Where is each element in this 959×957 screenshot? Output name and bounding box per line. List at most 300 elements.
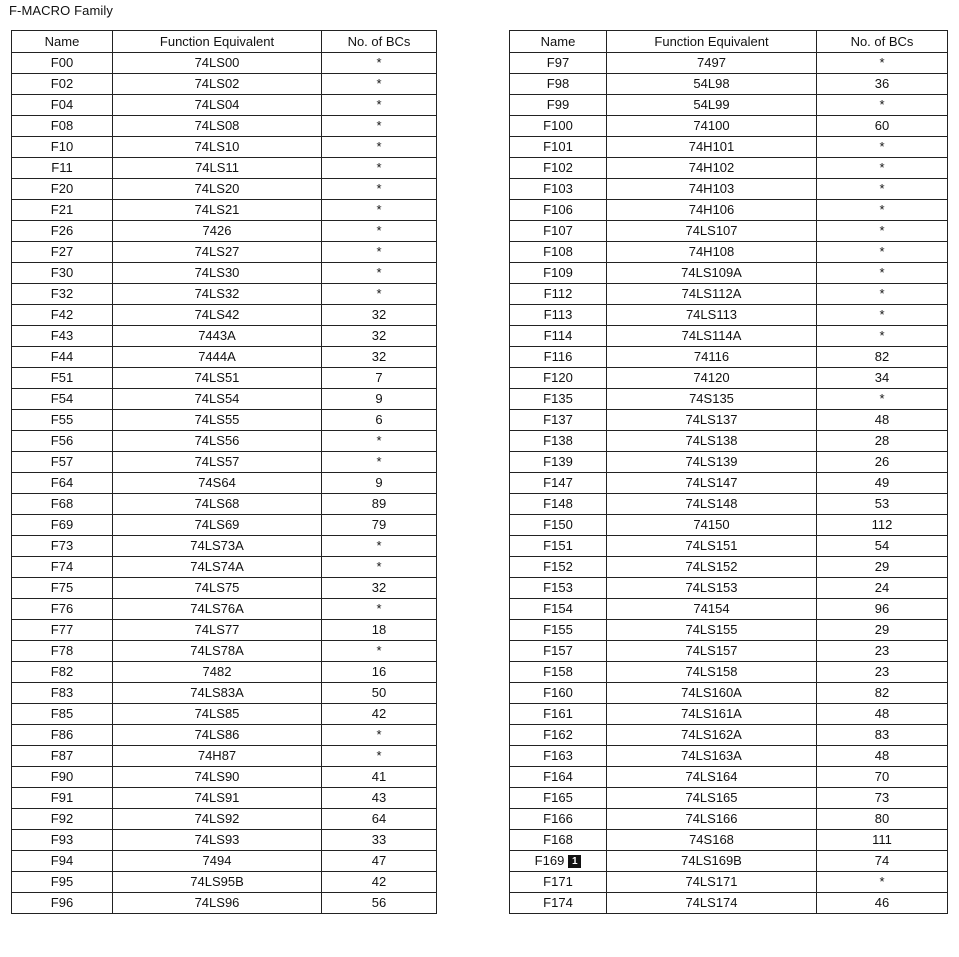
cell-bc-count bbox=[817, 641, 948, 662]
cell-bc-count bbox=[817, 893, 948, 914]
cell-function-equivalent bbox=[607, 137, 817, 158]
table-row bbox=[12, 788, 437, 809]
cell-bc-count bbox=[817, 515, 948, 536]
table-row bbox=[12, 410, 437, 431]
cell-name-text: F161 bbox=[543, 706, 573, 721]
cell-name-text: F135 bbox=[543, 391, 573, 406]
cell-function-equivalent bbox=[607, 263, 817, 284]
cell-bc-count bbox=[817, 578, 948, 599]
table-row bbox=[510, 662, 948, 683]
cell-name-text: F99 bbox=[546, 97, 570, 112]
cell-bc-count-text: * bbox=[376, 727, 382, 742]
cell-bc-count bbox=[322, 578, 437, 599]
table-row bbox=[510, 137, 948, 158]
cell-bc-count-text: 9 bbox=[375, 391, 383, 406]
cell-function-equivalent bbox=[607, 893, 817, 914]
cell-name bbox=[510, 347, 607, 368]
cell-name-text: F148 bbox=[543, 496, 573, 511]
cell-name bbox=[12, 221, 113, 242]
cell-bc-count bbox=[322, 137, 437, 158]
table-row bbox=[12, 494, 437, 515]
cell-name bbox=[510, 809, 607, 830]
table-row bbox=[510, 683, 948, 704]
cell-function-equivalent-text: 74LS21 bbox=[194, 202, 240, 217]
cell-bc-count-text: 46 bbox=[874, 895, 890, 910]
cell-function-equivalent-text: 74LS75 bbox=[194, 580, 240, 595]
cell-function-equivalent-text: 74LS171 bbox=[685, 874, 738, 889]
cell-function-equivalent bbox=[607, 746, 817, 767]
table-row bbox=[510, 788, 948, 809]
cell-name-text: F103 bbox=[543, 181, 573, 196]
cell-function-equivalent-text: 74116 bbox=[693, 349, 730, 364]
cell-name bbox=[510, 767, 607, 788]
cell-function-equivalent bbox=[113, 683, 322, 704]
cell-bc-count bbox=[322, 305, 437, 326]
cell-bc-count bbox=[817, 494, 948, 515]
cell-function-equivalent-text: 7494 bbox=[202, 853, 232, 868]
cell-function-equivalent bbox=[113, 620, 322, 641]
cell-name bbox=[12, 452, 113, 473]
table-row bbox=[510, 116, 948, 137]
cell-function-equivalent-text: 74LS165 bbox=[685, 790, 738, 805]
cell-name-text: F153 bbox=[543, 580, 573, 595]
cell-name bbox=[510, 242, 607, 263]
cell-bc-count bbox=[322, 221, 437, 242]
cell-bc-count bbox=[322, 263, 437, 284]
cell-bc-count-text: * bbox=[376, 244, 382, 259]
cell-name-text: F85 bbox=[50, 706, 74, 721]
cell-bc-count-text: 56 bbox=[371, 895, 387, 910]
cell-bc-count bbox=[322, 347, 437, 368]
cell-name-text: F171 bbox=[543, 874, 573, 889]
cell-name-text: F55 bbox=[50, 412, 74, 427]
cell-name bbox=[12, 515, 113, 536]
cell-name-text: F42 bbox=[50, 307, 74, 322]
cell-bc-count bbox=[817, 284, 948, 305]
cell-bc-count-text: 43 bbox=[371, 790, 387, 805]
table-row bbox=[12, 347, 437, 368]
cell-function-equivalent bbox=[607, 767, 817, 788]
cell-bc-count-text: 74 bbox=[874, 853, 890, 868]
cell-name-text: F109 bbox=[543, 265, 573, 280]
table-row bbox=[510, 725, 948, 746]
cell-bc-count bbox=[817, 788, 948, 809]
cell-name bbox=[510, 725, 607, 746]
cell-function-equivalent bbox=[607, 830, 817, 851]
cell-name bbox=[12, 536, 113, 557]
cell-bc-count-text: * bbox=[376, 181, 382, 196]
cell-name-text: F164 bbox=[543, 769, 573, 784]
cell-name-text: F157 bbox=[543, 643, 573, 658]
cell-bc-count bbox=[322, 179, 437, 200]
cell-function-equivalent-text: 74LS93 bbox=[194, 832, 240, 847]
cell-name-text: F43 bbox=[50, 328, 74, 343]
cell-function-equivalent bbox=[113, 431, 322, 452]
cell-function-equivalent-text: 7482 bbox=[202, 664, 232, 679]
cell-function-equivalent-text: 74LS90 bbox=[194, 769, 240, 784]
cell-function-equivalent bbox=[113, 746, 322, 767]
cell-function-equivalent-text: 74LS160A bbox=[681, 685, 742, 700]
cell-bc-count bbox=[817, 347, 948, 368]
cell-name bbox=[510, 368, 607, 389]
cell-name bbox=[510, 389, 607, 410]
cell-name-text: F112 bbox=[543, 286, 573, 301]
cell-bc-count-text: * bbox=[376, 139, 382, 154]
cell-function-equivalent-text: 74H87 bbox=[197, 748, 237, 763]
table-row bbox=[12, 641, 437, 662]
cell-function-equivalent-text: 74LS155 bbox=[685, 622, 738, 637]
cell-name-text: F137 bbox=[543, 412, 573, 427]
table-row bbox=[510, 200, 948, 221]
cell-name bbox=[510, 284, 607, 305]
cell-bc-count-text: * bbox=[879, 307, 885, 322]
table-row bbox=[12, 305, 437, 326]
cell-bc-count bbox=[322, 557, 437, 578]
cell-function-equivalent bbox=[607, 326, 817, 347]
cell-name bbox=[12, 851, 113, 872]
table-row bbox=[12, 242, 437, 263]
table-row bbox=[510, 368, 948, 389]
cell-name bbox=[510, 200, 607, 221]
cell-bc-count-text: 60 bbox=[874, 118, 890, 133]
cell-name-text: F86 bbox=[50, 727, 74, 742]
cell-name bbox=[12, 578, 113, 599]
cell-function-equivalent-text: 74LS78A bbox=[190, 643, 244, 658]
cell-function-equivalent-text: 74LS20 bbox=[194, 181, 240, 196]
cell-bc-count bbox=[322, 74, 437, 95]
cell-bc-count-text: 34 bbox=[874, 370, 890, 385]
cell-name-text: F83 bbox=[50, 685, 74, 700]
cell-function-equivalent bbox=[607, 557, 817, 578]
cell-name bbox=[12, 767, 113, 788]
cell-name-text: F30 bbox=[50, 265, 74, 280]
cell-name bbox=[12, 725, 113, 746]
cell-name-text: F27 bbox=[50, 244, 74, 259]
cell-name bbox=[12, 158, 113, 179]
cell-function-equivalent-text: 74LS91 bbox=[194, 790, 240, 805]
cell-bc-count bbox=[817, 53, 948, 74]
cell-function-equivalent-text: 74LS85 bbox=[194, 706, 240, 721]
cell-bc-count-text: * bbox=[376, 223, 382, 238]
cell-name bbox=[510, 326, 607, 347]
cell-bc-count bbox=[322, 473, 437, 494]
table-row bbox=[510, 494, 948, 515]
cell-function-equivalent-text: 74LS74A bbox=[190, 559, 244, 574]
cell-bc-count-text: * bbox=[879, 223, 885, 238]
cell-function-equivalent bbox=[113, 536, 322, 557]
cell-name bbox=[12, 641, 113, 662]
table-row bbox=[12, 95, 437, 116]
column-header-function: Function Equivalent bbox=[113, 31, 322, 53]
cell-bc-count bbox=[817, 599, 948, 620]
cell-name bbox=[12, 431, 113, 452]
table-row bbox=[12, 851, 437, 872]
cell-function-equivalent bbox=[607, 872, 817, 893]
table-row bbox=[12, 158, 437, 179]
cell-function-equivalent-text: 74LS69 bbox=[194, 517, 240, 532]
cell-name bbox=[510, 74, 607, 95]
cell-function-equivalent bbox=[113, 452, 322, 473]
cell-function-equivalent bbox=[113, 116, 322, 137]
cell-name bbox=[510, 410, 607, 431]
cell-bc-count-text: 41 bbox=[371, 769, 387, 784]
cell-name-text: F56 bbox=[50, 433, 74, 448]
table-row bbox=[12, 830, 437, 851]
cell-bc-count bbox=[817, 326, 948, 347]
cell-name bbox=[12, 557, 113, 578]
cell-name-text: F78 bbox=[50, 643, 74, 658]
cell-function-equivalent-text: 74LS152 bbox=[685, 559, 738, 574]
cell-function-equivalent-text: 74LS95B bbox=[190, 874, 244, 889]
cell-bc-count-text: * bbox=[376, 76, 382, 91]
cell-function-equivalent bbox=[607, 704, 817, 725]
cell-bc-count-text: * bbox=[879, 202, 885, 217]
cell-function-equivalent-text: 74LS27 bbox=[194, 244, 240, 259]
cell-bc-count bbox=[322, 494, 437, 515]
cell-function-equivalent bbox=[113, 221, 322, 242]
table-row bbox=[12, 452, 437, 473]
cell-bc-count bbox=[322, 410, 437, 431]
cell-function-equivalent-text: 74LS10 bbox=[194, 139, 240, 154]
cell-bc-count-text: * bbox=[376, 55, 382, 70]
cell-name-text: F174 bbox=[543, 895, 573, 910]
cell-bc-count bbox=[817, 410, 948, 431]
cell-name bbox=[510, 704, 607, 725]
cell-bc-count bbox=[322, 452, 437, 473]
cell-name-text: F163 bbox=[543, 748, 573, 763]
cell-function-equivalent bbox=[607, 431, 817, 452]
cell-function-equivalent bbox=[607, 494, 817, 515]
cell-function-equivalent bbox=[607, 788, 817, 809]
cell-name-text: F154 bbox=[543, 601, 573, 616]
cell-name bbox=[12, 683, 113, 704]
cell-bc-count-text: 23 bbox=[874, 664, 890, 679]
cell-bc-count-text: * bbox=[376, 433, 382, 448]
cell-name bbox=[12, 620, 113, 641]
cell-bc-count-text: 79 bbox=[371, 517, 387, 532]
cell-bc-count bbox=[817, 662, 948, 683]
table-body-left bbox=[12, 53, 437, 914]
cell-bc-count bbox=[322, 389, 437, 410]
cell-function-equivalent bbox=[607, 851, 817, 872]
cell-function-equivalent bbox=[607, 221, 817, 242]
cell-bc-count-text: 32 bbox=[371, 349, 387, 364]
cell-name bbox=[12, 200, 113, 221]
cell-bc-count-text: 83 bbox=[874, 727, 890, 742]
cell-function-equivalent bbox=[113, 326, 322, 347]
cell-function-equivalent bbox=[607, 305, 817, 326]
cell-bc-count-text: 42 bbox=[371, 874, 387, 889]
table-row bbox=[510, 221, 948, 242]
cell-name-text: F75 bbox=[50, 580, 74, 595]
cell-function-equivalent-text: 74LS109A bbox=[681, 265, 742, 280]
column-header-function: Function Equivalent bbox=[607, 31, 817, 53]
cell-function-equivalent bbox=[607, 662, 817, 683]
cell-function-equivalent bbox=[113, 557, 322, 578]
cell-function-equivalent-text: 74H106 bbox=[688, 202, 735, 217]
cell-name bbox=[510, 158, 607, 179]
cell-function-equivalent-text: 74LS166 bbox=[685, 811, 738, 826]
cell-name bbox=[510, 221, 607, 242]
cell-name-text: F95 bbox=[50, 874, 74, 889]
cell-name bbox=[12, 473, 113, 494]
table-row bbox=[510, 431, 948, 452]
cell-bc-count bbox=[322, 116, 437, 137]
cell-bc-count-text: * bbox=[376, 265, 382, 280]
cell-function-equivalent-text: 74LS169B bbox=[681, 853, 742, 868]
cell-function-equivalent-text: 74LS153 bbox=[685, 580, 738, 595]
cell-bc-count bbox=[817, 767, 948, 788]
table-row bbox=[12, 809, 437, 830]
cell-bc-count-text: 47 bbox=[371, 853, 387, 868]
table-row bbox=[12, 368, 437, 389]
cell-function-equivalent bbox=[113, 662, 322, 683]
table-row bbox=[12, 431, 437, 452]
cell-name bbox=[12, 95, 113, 116]
cell-bc-count bbox=[817, 95, 948, 116]
cell-bc-count-text: 36 bbox=[874, 76, 890, 91]
cell-function-equivalent-text: 74LS96 bbox=[194, 895, 240, 910]
cell-name-text: F08 bbox=[50, 118, 74, 133]
cell-bc-count bbox=[322, 326, 437, 347]
table-row bbox=[12, 704, 437, 725]
cell-name-text: F169 bbox=[534, 853, 565, 868]
cell-name bbox=[12, 347, 113, 368]
table-row bbox=[12, 872, 437, 893]
cell-function-equivalent-text: 74LS161A bbox=[681, 706, 742, 721]
cell-name bbox=[510, 851, 607, 872]
cell-function-equivalent bbox=[607, 389, 817, 410]
table-row bbox=[12, 683, 437, 704]
table-row bbox=[12, 53, 437, 74]
cell-bc-count-text: * bbox=[879, 97, 885, 112]
table-row bbox=[510, 305, 948, 326]
cell-function-equivalent bbox=[607, 53, 817, 74]
cell-function-equivalent-text: 74LS162A bbox=[681, 727, 742, 742]
table-row bbox=[510, 326, 948, 347]
cell-bc-count-text: 80 bbox=[874, 811, 890, 826]
cell-function-equivalent bbox=[113, 74, 322, 95]
cell-name-text: F155 bbox=[543, 622, 573, 637]
cell-name bbox=[510, 830, 607, 851]
cell-bc-count-text: 33 bbox=[371, 832, 387, 847]
cell-name bbox=[12, 410, 113, 431]
footnote-badge: 1 bbox=[568, 855, 581, 868]
cell-function-equivalent-text: 74LS11 bbox=[195, 160, 239, 175]
cell-name bbox=[510, 641, 607, 662]
cell-function-equivalent bbox=[113, 137, 322, 158]
cell-name-text: F108 bbox=[543, 244, 573, 259]
cell-name-text: F106 bbox=[543, 202, 573, 217]
cell-function-equivalent bbox=[113, 95, 322, 116]
cell-function-equivalent-text: 74LS83A bbox=[190, 685, 244, 700]
table-row bbox=[510, 641, 948, 662]
table-row bbox=[12, 515, 437, 536]
cell-name bbox=[510, 662, 607, 683]
cell-function-equivalent bbox=[113, 284, 322, 305]
cell-function-equivalent-text: 74LS174 bbox=[685, 895, 738, 910]
cell-function-equivalent bbox=[607, 74, 817, 95]
cell-name bbox=[12, 326, 113, 347]
cell-function-equivalent bbox=[607, 179, 817, 200]
cell-name-text: F139 bbox=[543, 454, 573, 469]
table-body-right bbox=[510, 53, 948, 914]
cell-bc-count-text: * bbox=[376, 286, 382, 301]
table-row bbox=[12, 389, 437, 410]
cell-function-equivalent-text: 74LS137 bbox=[685, 412, 738, 427]
cell-bc-count-text: * bbox=[879, 286, 885, 301]
cell-function-equivalent-text: 74LS68 bbox=[194, 496, 240, 511]
column-header-name: Name bbox=[12, 31, 113, 53]
cell-function-equivalent-text: 74LS32 bbox=[194, 286, 240, 301]
cell-bc-count bbox=[817, 200, 948, 221]
cell-bc-count-text: 48 bbox=[874, 748, 890, 763]
cell-function-equivalent-text: 74LS76A bbox=[190, 601, 244, 616]
cell-name-text: F57 bbox=[50, 454, 74, 469]
cell-bc-count-text: 32 bbox=[371, 307, 387, 322]
cell-bc-count bbox=[322, 95, 437, 116]
cell-name bbox=[12, 74, 113, 95]
cell-function-equivalent-text: 7444A bbox=[198, 349, 236, 364]
cell-name-text: F32 bbox=[50, 286, 74, 301]
cell-name bbox=[12, 389, 113, 410]
cell-name-text: F90 bbox=[50, 769, 74, 784]
cell-bc-count-text: * bbox=[879, 139, 885, 154]
cell-name bbox=[12, 53, 113, 74]
column-header-name: Name bbox=[510, 31, 607, 53]
cell-function-equivalent-text: 74154 bbox=[693, 601, 730, 616]
cell-name bbox=[12, 662, 113, 683]
cell-function-equivalent bbox=[607, 200, 817, 221]
table-row bbox=[12, 746, 437, 767]
table-row bbox=[510, 704, 948, 725]
cell-function-equivalent-text: 74LS138 bbox=[685, 433, 738, 448]
cell-name-text: F94 bbox=[50, 853, 74, 868]
table-row bbox=[12, 284, 437, 305]
cell-function-equivalent bbox=[113, 53, 322, 74]
table-row bbox=[510, 893, 948, 914]
cell-bc-count bbox=[322, 158, 437, 179]
cell-bc-count-text: 49 bbox=[874, 475, 890, 490]
cell-name-text: F96 bbox=[50, 895, 74, 910]
cell-function-equivalent bbox=[607, 452, 817, 473]
table-row bbox=[12, 116, 437, 137]
cell-function-equivalent-text: 74LS56 bbox=[194, 433, 240, 448]
cell-function-equivalent-text: 74LS157 bbox=[685, 643, 738, 658]
cell-function-equivalent bbox=[607, 158, 817, 179]
cell-bc-count-text: 112 bbox=[871, 517, 893, 532]
cell-function-equivalent-text: 74H102 bbox=[688, 160, 735, 175]
cell-bc-count-text: 24 bbox=[874, 580, 890, 595]
table-row bbox=[510, 830, 948, 851]
cell-name bbox=[12, 494, 113, 515]
cell-name bbox=[510, 95, 607, 116]
cell-name bbox=[510, 179, 607, 200]
cell-bc-count bbox=[322, 200, 437, 221]
table-header-row bbox=[12, 31, 437, 53]
cell-function-equivalent bbox=[113, 515, 322, 536]
cell-function-equivalent bbox=[607, 284, 817, 305]
cell-function-equivalent bbox=[113, 578, 322, 599]
cell-bc-count bbox=[817, 431, 948, 452]
cell-bc-count bbox=[322, 599, 437, 620]
cell-name-text: F150 bbox=[543, 517, 573, 532]
cell-bc-count-text: 73 bbox=[874, 790, 890, 805]
cell-bc-count-text: * bbox=[879, 328, 885, 343]
cell-name-text: F11 bbox=[51, 160, 73, 175]
cell-name-text: F102 bbox=[543, 160, 573, 175]
cell-name-text: F26 bbox=[50, 223, 74, 238]
